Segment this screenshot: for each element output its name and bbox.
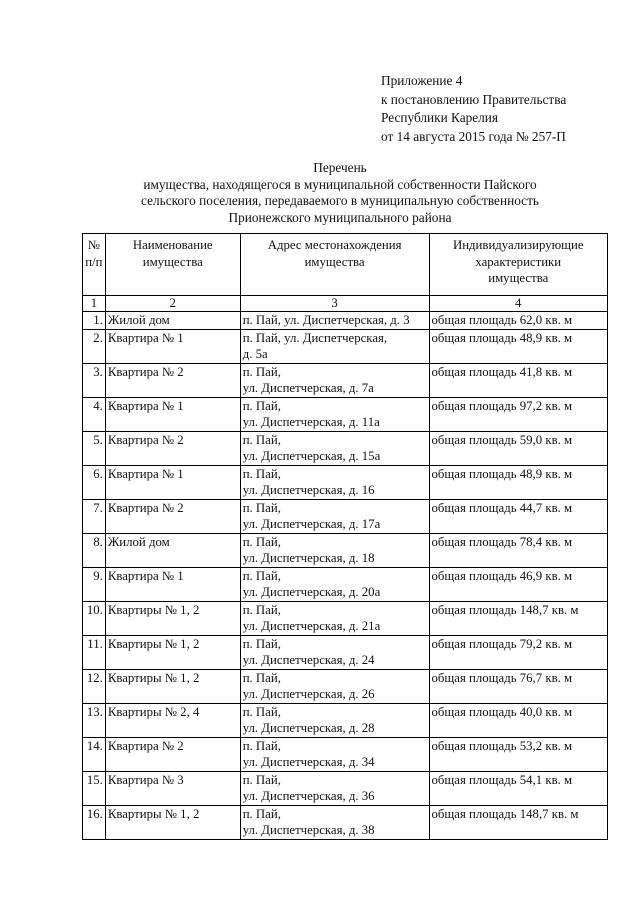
row-name: Жилой дом [105,533,240,567]
column-number: 1 [83,296,106,312]
row-name: Квартира № 3 [105,771,240,805]
row-number: 13. [83,703,106,737]
address-line: ул. Диспетчерская, д. 7а [242,381,374,395]
title-line: Прионежского муниципального района [228,209,452,225]
header-text: имущества [304,254,365,269]
address-line: ул. Диспетчерская, д. 11а [242,415,380,429]
row-characteristics [429,669,607,703]
column-number: 2 [105,296,240,312]
address-line: ул. Диспетчерская, д. 36 [242,789,375,803]
row-number: 2. [83,329,106,363]
column-number-row [83,296,608,312]
row-name: Квартиры № 2, 4 [105,703,240,737]
row-address [240,329,429,363]
row-address [240,533,429,567]
table-header-row [83,234,608,296]
address-line: ул. Диспетчерская, д. 38 [242,823,375,837]
address-line: п. Пай, [242,534,281,549]
row-name: Квартира № 2 [105,363,240,397]
row-characteristics [429,635,607,669]
row-characteristics [429,805,607,839]
row-number: 15. [83,771,106,805]
property-table-body [83,234,608,840]
address-line: ул. Диспетчерская, д. 34 [242,755,375,769]
row-characteristics [429,465,607,499]
characteristics-text: общая площадь 59,0 кв. м [431,432,573,447]
header-text: характеристики [475,254,562,269]
header-name [105,234,240,296]
characteristics-text: общая площадь 53,2 кв. м [431,738,573,753]
characteristics-text: общая площадь 44,7 кв. м [431,500,573,515]
row-address [240,567,429,601]
characteristics-text: общая площадь 48,9 кв. м [431,466,573,481]
header-text: Адрес местонахождения [267,238,402,252]
table-row [83,737,608,771]
row-name: Квартира № 2 [105,737,240,771]
table-row [83,329,608,363]
row-characteristics [429,567,607,601]
characteristics-text: общая площадь 97,2 кв. м [431,398,573,413]
address-line: п. Пай, [242,670,281,685]
characteristics-text: общая площадь 46,9 кв. м [431,568,573,583]
column-number: 4 [429,296,607,312]
address-line: п. Пай, [242,568,281,583]
table-row [83,312,608,330]
characteristics-text: общая площадь 40,0 кв. м [431,704,573,719]
row-characteristics [429,363,607,397]
row-characteristics [429,737,607,771]
row-name: Квартиры № 1, 2 [105,669,240,703]
table-row [83,363,608,397]
characteristics-text: общая площадь 78,4 кв. м [431,534,573,549]
row-address [240,312,429,330]
row-characteristics [429,397,607,431]
row-number: 9. [83,567,106,601]
row-name: Квартира № 1 [105,567,240,601]
row-address [240,771,429,805]
row-characteristics [429,601,607,635]
table-row [83,397,608,431]
row-characteristics [429,499,607,533]
appendix-line: к постановлению Правительства [381,91,567,107]
row-name: Квартиры № 1, 2 [105,635,240,669]
row-number: 4. [83,397,106,431]
row-address [240,431,429,465]
row-characteristics [429,329,607,363]
row-name: Квартира № 1 [105,465,240,499]
title-line: сельского поселения, передаваемого в муниципальную собственность [141,193,539,208]
header-characteristics [429,234,607,296]
table-row [83,533,608,567]
address-line: п. Пай, ул. Диспетчерская, д. 3 [242,313,410,327]
row-characteristics [429,533,607,567]
address-line: п. Пай, [242,806,281,821]
address-line: п. Пай, [242,466,281,481]
address-line: п. Пай, [242,738,281,753]
row-number: 11. [83,635,106,669]
row-number: 10. [83,601,106,635]
header-number [83,234,106,296]
row-address [240,737,429,771]
row-address [240,465,429,499]
row-name: Квартиры № 1, 2 [105,601,240,635]
address-line: ул. Диспетчерская, д. 28 [242,721,375,735]
address-line: ул. Диспетчерская, д. 20а [242,585,381,599]
table-row [83,805,608,839]
table-row [83,567,608,601]
row-address [240,635,429,669]
row-name: Квартира № 1 [105,397,240,431]
row-number: 14. [83,737,106,771]
row-characteristics [429,771,607,805]
appendix-line: Республики Карелия [381,110,499,125]
table-row [83,499,608,533]
address-line: п. Пай, ул. Диспетчерская, [242,330,388,345]
row-characteristics [429,431,607,465]
row-name: Квартира № 2 [105,499,240,533]
row-characteristics [429,703,607,737]
row-address [240,499,429,533]
characteristics-text: общая площадь 148,7 кв. м [431,602,579,617]
address-line: п. Пай, [242,602,281,617]
row-number: 8. [83,533,106,567]
row-address [240,703,429,737]
characteristics-text: общая площадь 41,8 кв. м [431,364,573,379]
address-line: п. Пай, [242,500,281,515]
header-text: имущества [488,271,549,285]
address-line: ул. Диспетчерская, д. 18 [242,551,375,565]
address-line: п. Пай, [242,772,281,787]
table-row [83,601,608,635]
header-text: № [87,238,101,252]
address-line: п. Пай, [242,704,281,719]
row-name: Квартира № 2 [105,431,240,465]
appendix-line: Приложение 4 [381,73,463,88]
address-line: п. Пай, [242,364,281,379]
title-line: Перечень [313,160,367,175]
address-line: ул. Диспетчерская, д. 24 [242,653,375,667]
row-number: 5. [83,431,106,465]
header-text: п/п [85,254,103,269]
row-address [240,363,429,397]
table-row [83,771,608,805]
column-number: 3 [240,296,429,312]
characteristics-text: общая площадь 148,7 кв. м [431,806,579,821]
header-text: Индивидуализирующие [452,238,584,252]
row-address [240,397,429,431]
appendix-line: от 14 августа 2015 года № 257-П [381,128,566,144]
address-line: п. Пай, [242,636,281,651]
table-row [83,431,608,465]
row-address [240,669,429,703]
address-line: ул. Диспетчерская, д. 17а [242,517,381,531]
row-number: 6. [83,465,106,499]
row-number: 7. [83,499,106,533]
appendix-heading [381,72,631,146]
property-table [82,233,608,840]
row-number: 16. [83,805,106,839]
row-characteristics [429,312,607,330]
header-address [240,234,429,296]
address-line: ул. Диспетчерская, д. 15а [242,449,381,463]
row-name: Жилой дом [105,312,240,330]
address-line: ул. Диспетчерская, д. 21а [242,619,381,633]
row-address [240,805,429,839]
row-name: Квартира № 1 [105,329,240,363]
row-name: Квартиры № 1, 2 [105,805,240,839]
characteristics-text: общая площадь 62,0 кв. м [431,313,573,327]
address-line: п. Пай, [242,432,281,447]
header-text: Наименование [132,238,213,252]
title-line: имущества, находящегося в муниципальной собственности Пайского [143,176,537,192]
table-row [83,703,608,737]
table-row [83,669,608,703]
row-address [240,601,429,635]
characteristics-text: общая площадь 48,9 кв. м [431,330,573,345]
document-title [80,160,600,226]
characteristics-text: общая площадь 79,2 кв. м [431,636,573,651]
address-line: п. Пай, [242,398,281,413]
header-text: имущества [142,254,203,269]
address-line: ул. Диспетчерская, д. 26 [242,687,375,701]
table-row [83,635,608,669]
row-number: 1. [83,312,106,330]
characteristics-text: общая площадь 54,1 кв. м [431,772,573,787]
characteristics-text: общая площадь 76,7 кв. м [431,670,573,685]
table-row [83,465,608,499]
address-line: ул. Диспетчерская, д. 16 [242,483,375,497]
address-line: д. 5а [242,347,268,361]
row-number: 3. [83,363,106,397]
row-number: 12. [83,669,106,703]
